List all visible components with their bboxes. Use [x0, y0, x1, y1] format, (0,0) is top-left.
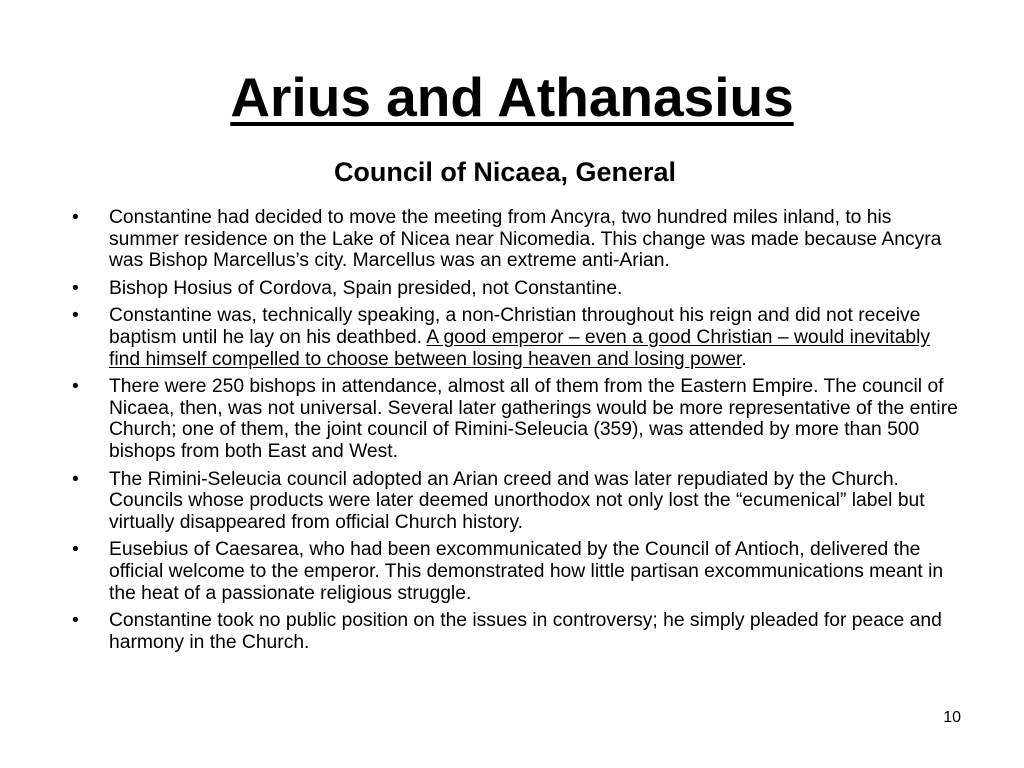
bullet-marker: •	[72, 376, 79, 398]
slide-title: Arius and Athanasius	[230, 66, 794, 128]
bullet-item	[72, 207, 964, 272]
bullet-text: There were 250 bishops in attendance, almost all of them from the Eastern Empire. The council of Nicaea, then, was not universal. Several later gatherings would be more representative of the entire Church; one of them, the joint council of Rimini-Seleucia (359), was attended by more than 500 bishops from both East and West.	[109, 376, 958, 462]
bullet-text: The Rimini-Seleucia council adopted an Arian creed and was later repudiated by the Church. Councils whose products were later deemed unorthodox not only lost the “ecumenical” label but virtually disappeared from official Church history.	[109, 468, 925, 533]
bullet-item	[72, 278, 964, 300]
bullet-list	[72, 207, 964, 659]
page-number: 10	[943, 709, 961, 726]
bullet-item	[72, 539, 964, 604]
bullet-text-end: .	[741, 348, 747, 370]
underlined-quote: A good emperor – even a good Christian – would inevitably find himself compelled to choose between losing heaven and losing power	[109, 326, 931, 370]
bullet-text: Constantine was, technically speaking, a non-Christian throughout his reign and did not receive baptism until he lay on his deathbed.	[109, 305, 921, 348]
bullet-text: Bishop Hosius of Cordova, Spain presided, not Constantine.	[109, 277, 623, 299]
slide-subtitle: Council of Nicaea, General	[333, 157, 677, 187]
bullet-text: Eusebius of Caesarea, who had been excommunicated by the Council of Antioch, delivered the official welcome to the emperor. This demonstrated how little partisan excommunications meant in the heat of a passionate religious struggle.	[109, 539, 944, 604]
bullet-marker: •	[72, 539, 79, 561]
bullet-item	[72, 610, 964, 653]
bullet-item	[72, 376, 964, 462]
bullet-item	[72, 469, 964, 534]
bullet-marker: •	[72, 207, 79, 228]
bullet-marker: •	[72, 610, 79, 632]
bullet-marker: •	[72, 277, 79, 299]
bullet-text: Constantine took no public position on the issues in controversy; he simply pleaded for peace and harmony in the Church.	[109, 610, 942, 653]
bullet-item	[72, 305, 964, 370]
bullet-marker: •	[72, 305, 79, 327]
bullet-marker: •	[72, 468, 79, 490]
bullet-text: Constantine had decided to move the meeting from Ancyra, two hundred miles inland, to his summer residence on the Lake of Nicea near Nicomedia. This change was made because Ancyra was Bishop Marcellus’s city. Marcellus was an extreme anti-Arian.	[109, 207, 942, 272]
